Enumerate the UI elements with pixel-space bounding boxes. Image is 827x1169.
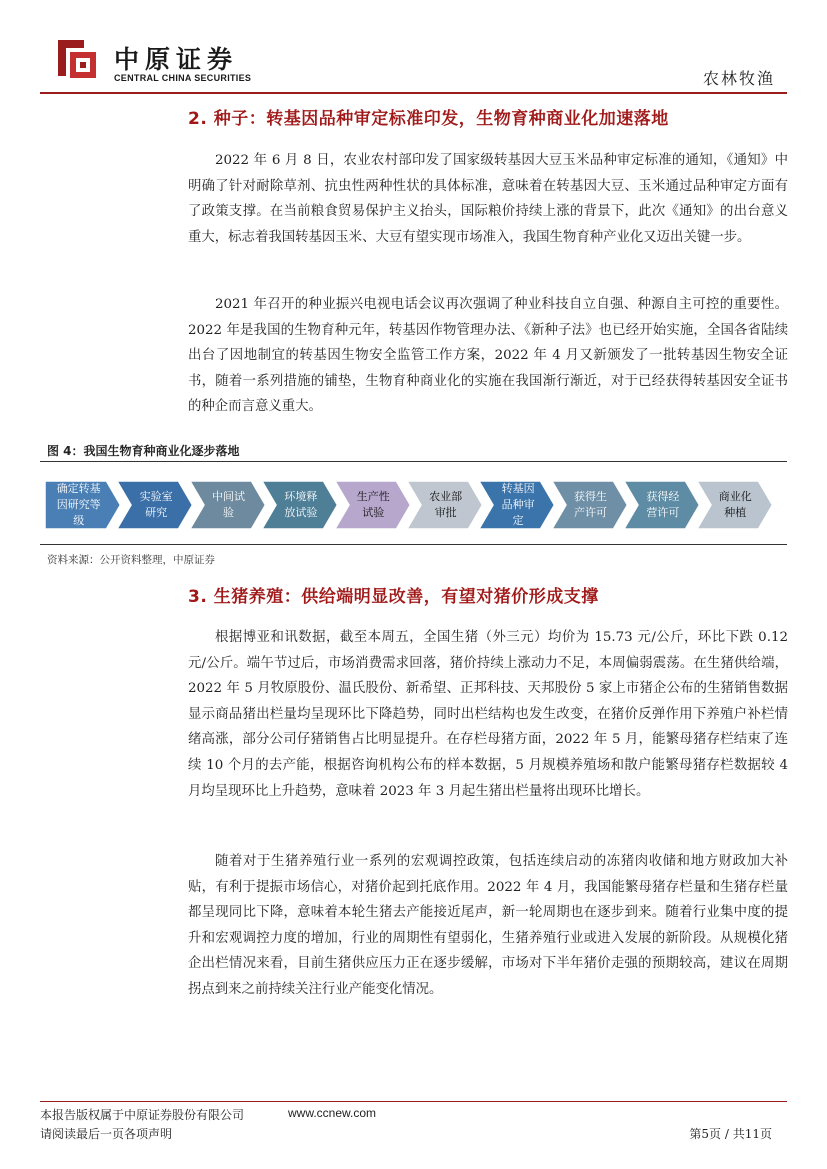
flow-step-label: 转基因品种审定: [501, 482, 535, 527]
flow-step-label: 中间试验: [211, 490, 245, 519]
flow-step-label: 商业化种植: [718, 490, 752, 519]
section-3-paragraph-2: 随着对于生猪养殖行业一系列的宏观调控政策，包括连续启动的冻猪肉收储和地方财政加大补贴，有利于提振市场信心，对猪价起到托底作用。2022 年 4 月，我国能繁母猪存栏量和生猪存栏量都呈现同比下降，意味着本轮生猪去产能接近尾声，新一轮周期也在逐步到来。随着行业集中度的提升和宏观调控力度的增加，行业的周期性有望弱化，生猪养殖行业或进入发展的新阶段。从规模化猪企出栏情况来看，目前生猪供应压力正在逐步缓解，市场对下半年猪价走强的预期较高，建议在周期拐点到来之前持续关注行业产能变化情况。: [188, 854, 788, 997]
section-2-paragraph-2: 2021 年召开的种业振兴电视电话会议再次强调了种业科技自立自强、种源自主可控的重要性。2022 年是我国的生物育种元年，转基因作物管理办法、《新种子法》也已经开始实施，全国各省陆续出台了因地制宜的转基因生物安全监管工作方案，2022 年 4 月又新颁发了一批转基因生物安全证书，随着一系列措施的铺垫，生物育种商业化的实施在我国渐行渐近，对于已经获得转基因安全证书的种企而言意义重大。: [188, 297, 788, 415]
figure-bottom-rule: [40, 544, 787, 545]
flow-step-label: 确定转基因研究等级: [56, 482, 101, 527]
flow-step-label: 环境释放试验: [284, 490, 318, 519]
brand-name-en: CENTRAL CHINA SECURITIES: [114, 73, 252, 83]
brand-logo-icon: [54, 36, 100, 82]
brand-name-cn: 中原证券: [114, 45, 239, 74]
flow-step: [697, 481, 786, 529]
figure-source: 资料来源：公开资料整理，中原证券: [47, 554, 215, 566]
process-flow: [45, 481, 772, 529]
footer-copyright: 本报告版权属于中原证券股份有限公司: [40, 1108, 245, 1122]
section-2-title: 2. 种子：转基因品种审定标准印发，生物育种商业化加速落地: [188, 109, 669, 129]
flow-step-label: 获得生产许可: [573, 490, 607, 519]
section-3-title: 3. 生猪养殖：供给端明显改善，有望对猪价形成支撑: [188, 587, 599, 607]
page-number: 第5页 / 共11页: [689, 1127, 772, 1141]
page-header: [40, 30, 787, 90]
footer-divider: [40, 1101, 787, 1102]
flow-step-label: 农业部审批: [429, 490, 463, 519]
flow-step-label: 实验室研究: [139, 490, 173, 519]
header-divider: [40, 92, 787, 94]
section-3-paragraph-1: 根据博亚和讯数据，截至本周五，全国生猪（外三元）均价为 15.73 元/公斤，环比下跌 0.12 元/公斤。端午节过后，市场消费需求回落，猪价持续上涨动力不足，本周偏弱震荡。在生猪供给端，2022 年 5 月牧原股份、温氏股份、新希望、正邦科技、天邦股份 5 家上市猪企公布的生猪销售数据显示商品猪出栏量均呈现环比下降趋势，同时出栏结构也发生改变，在猪价反弹作用下养殖户补栏情绪高涨，部分公司仔猪销售占比明显提升。在存栏母猪方面，2022 年 5 月，能繁母猪存栏结束了连续 10 个月的去产能，根据咨询机构公布的样本数据，5 月规模养殖场和散户能繁母猪存栏数据较 4 月均呈现环比上升趋势，意味着 2023 年 3 月起生猪出栏量将出现环比增长。: [188, 630, 788, 799]
figure-4-title: 图 4：我国生物育种商业化逐步落地: [47, 444, 240, 458]
footer-disclaimer: 请阅读最后一页各项声明: [40, 1127, 173, 1141]
brand-logo: [54, 36, 294, 88]
section-2-paragraph-1: 2022 年 6 月 8 日，农业农村部印发了国家级转基因大豆玉米品种审定标准的通知，《通知》中明确了针对耐除草剂、抗虫性两种性状的具体标准，意味着在转基因大豆、玉米通过品种审定方面有了政策支撑。在当前粮食贸易保护主义抬头，国际粮价持续上涨的背景下，此次《通知》的出台意义重大，标志着我国转基因玉米、大豆有望实现市场准入，我国生物育种产业化又迈出关键一步。: [188, 153, 788, 245]
sector-label: 农林牧渔: [702, 69, 775, 88]
figure-top-rule: [40, 461, 787, 462]
footer-url[interactable]: www.ccnew.com: [288, 1106, 377, 1120]
flow-step-label: 生产性试验: [356, 490, 390, 519]
flow-step-label: 获得经营许可: [646, 490, 680, 519]
